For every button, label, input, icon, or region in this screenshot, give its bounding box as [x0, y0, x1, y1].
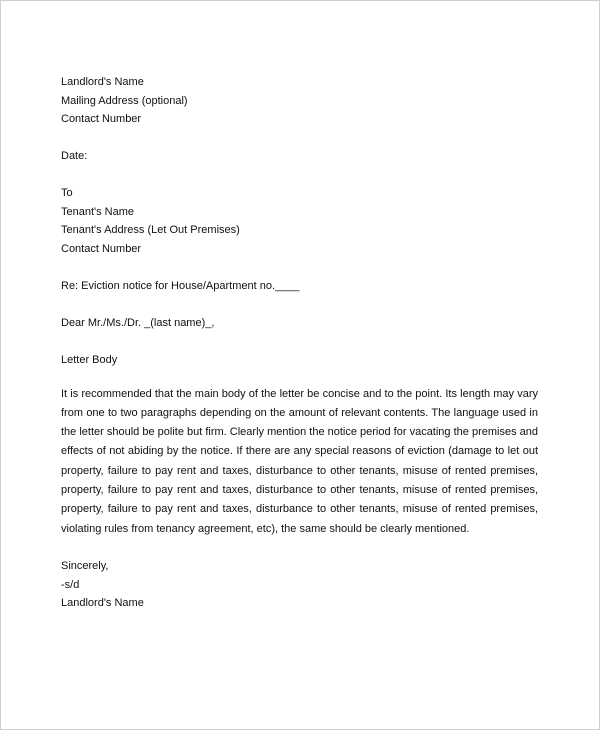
sender-name: Landlord's Name	[61, 76, 144, 88]
recipient-address: Tenant's Address (Let Out Premises)	[61, 224, 240, 236]
spacer	[61, 332, 538, 351]
body-line: property, failure to pay rent and taxes, disturbance to other tenants, misuse of rented premises,	[61, 483, 538, 496]
recipient-contact: Contact Number	[61, 242, 142, 255]
closing-name: Landlord's Name	[61, 597, 144, 610]
spacer	[61, 258, 538, 277]
date-label: Date:	[61, 150, 88, 162]
body-line: effects of not abiding by the notice. If there are any special reasons of eviction (damage to let out	[61, 445, 538, 458]
spacer	[61, 539, 538, 558]
letter-content	[61, 73, 538, 613]
recipient-to: To	[61, 187, 73, 199]
recipient-name: Tenant's Name	[61, 205, 135, 218]
body-line: from one to two paragraphs depending on the amount of relevant contents. The language used in	[61, 406, 538, 419]
body-line: property, failure to pay rent and taxes, disturbance to other tenants, misuse of rented premises,	[61, 503, 538, 516]
letter-body-paragraph	[61, 385, 538, 539]
body-line: property, failure to pay rent and taxes, disturbance to other tenants, misuse of rented premises,	[61, 464, 538, 477]
spacer	[61, 295, 538, 314]
spacer	[61, 166, 538, 185]
body-line: It is recommended that the main body of the letter be concise and to the point. Its length may vary	[61, 387, 538, 400]
closing-valediction: Sincerely,	[61, 560, 109, 573]
salutation: Dear Mr./Ms./Dr. _(last name)_,	[61, 316, 215, 329]
body-line: the letter should be polite but firm. Clearly mention the notice period for vacating the premises and	[61, 426, 538, 439]
body-line: violating rules from tenancy agreement, etc), the same should be clearly mentioned.	[61, 522, 470, 535]
sender-address: Mailing Address (optional)	[61, 94, 188, 107]
subject-line: Re: Eviction notice for House/Apartment no.____	[61, 279, 300, 292]
sender-contact: Contact Number	[61, 113, 142, 125]
closing-signature: -s/d	[61, 578, 80, 591]
body-heading: Letter Body	[61, 353, 118, 366]
spacer	[61, 129, 538, 148]
